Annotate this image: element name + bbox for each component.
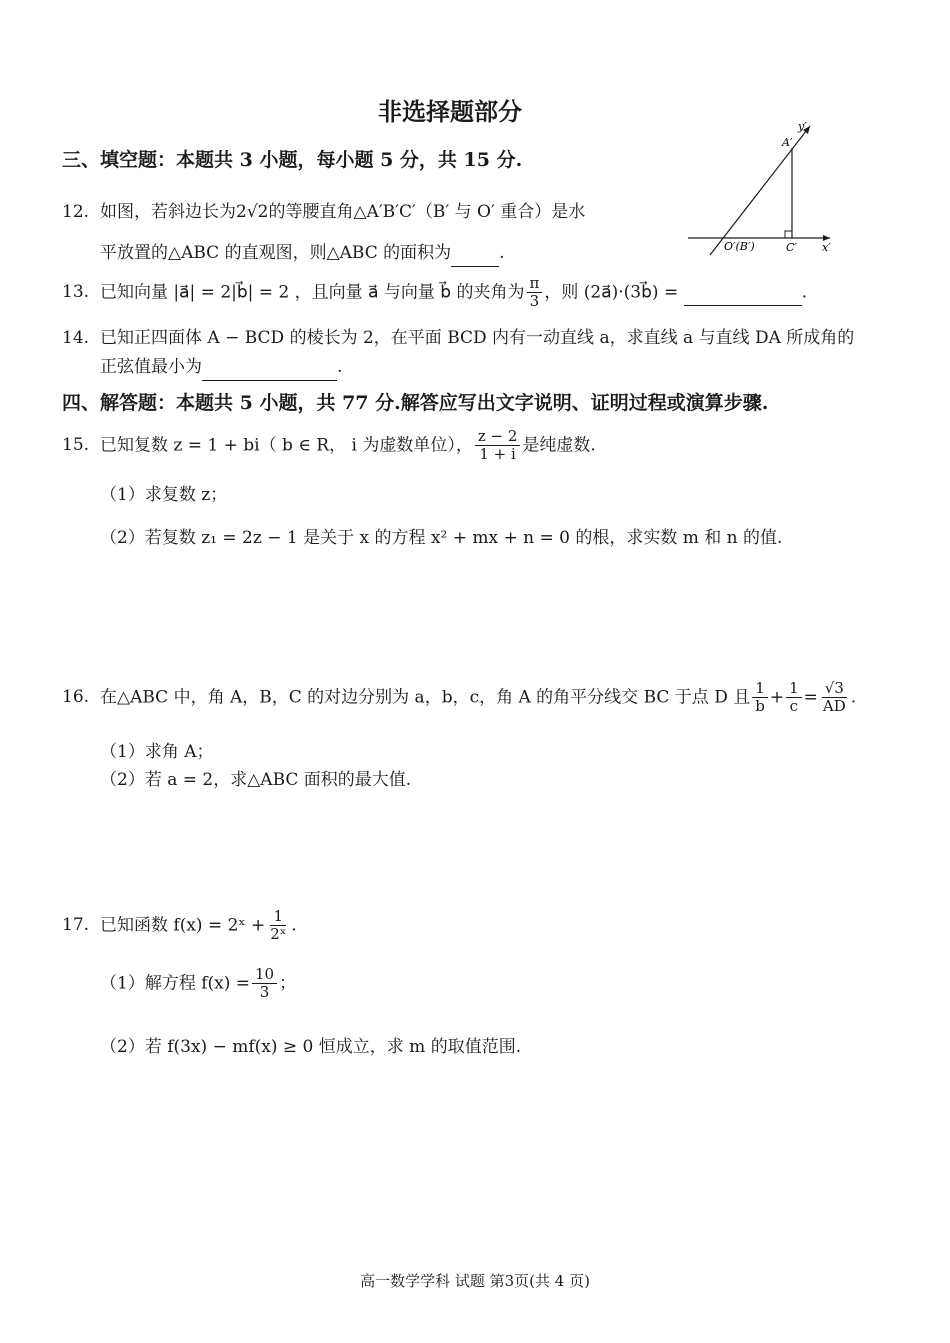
fraction: $\frac{1}{c}$ (786, 680, 802, 716)
label-O: O′(B′) (724, 240, 755, 253)
label-C: C′ (786, 241, 797, 254)
label-x: x′ (822, 241, 831, 254)
label-y: y′ (798, 120, 807, 133)
section-solution: 四、解答题：本题共 5 小题，共 77 分.解答应写出文字说明、证明过程或演算步骤. (62, 392, 769, 414)
answer-blank (684, 285, 802, 306)
right-angle-mark (785, 231, 792, 238)
answer-blank (202, 360, 337, 381)
question-17: 17. 已知函数 f(x) = 2ˣ + $\frac{1}{\text{2ˣ}}$ . (62, 907, 297, 944)
fraction: $\frac{z - 2}{1 + i}$ (475, 428, 521, 464)
section-fill-in-blank: 三、填空题：本题共 3 小题，每小题 5 分，共 15 分. (62, 149, 523, 171)
question-16-part1: （1）求角 A； (100, 742, 214, 762)
page-title: 非选择题部分 (378, 97, 522, 126)
fraction: $\frac{1}{\text{2ˣ}}$ (270, 907, 287, 944)
question-13: 13. 已知向量 |a⃗| = 2|b⃗| = 2 ，且向量 a⃗ 与向量 b⃗ 的夹角为 $\frac{\pi}{3}$ ，则 (2a⃗)·(3b⃗) = . (62, 274, 807, 311)
page-footer: 高一数学学科 试题 第3页(共 4 页) (360, 1272, 590, 1290)
question-17-part1: （1）解方程 f(x) = $\frac{10}{3}$ ； (100, 965, 297, 1002)
question-number: 16. (62, 687, 90, 708)
question-number: 14. (62, 328, 90, 348)
question-12-line2: 平放置的△ABC 的直观图，则△ABC 的面积为 . (100, 238, 505, 267)
question-17-part2: （2）若 f(3x) − mf(x) ≥ 0 恒成立，求 m 的取值范围. (100, 1037, 522, 1057)
answer-blank (451, 246, 499, 267)
question-16-part2: （2）若 a = 2，求△ABC 面积的最大值. (100, 770, 412, 790)
question-number: 15. (62, 435, 90, 456)
fraction: $\frac{1}{b}$ (752, 680, 768, 716)
question-number: 12. (62, 202, 90, 222)
question-16: 16. 在△ABC 中，角 A，B，C 的对边分别为 a，b，c，角 A 的角平分线交 BC 于点 D 且 $\frac{1}{b}$ + $\frac{1}{c}$ = $\frac{√3}{AD}$ . (62, 679, 857, 716)
question-14-line2: 正弦值最小为 . (100, 352, 342, 381)
question-number: 13. (62, 282, 90, 303)
y-axis (710, 126, 810, 255)
question-15-part2: （2）若复数 z₁ = 2z − 1 是关于 x 的方程 x² + mx + n = 0 的根，求实数 m 和 n 的值. (100, 528, 783, 548)
question-14-line1: 14. 已知正四面体 A − BCD 的棱长为 2，在平面 BCD 内有一动直线 a，求直线 a 与直线 DA 所成角的 (62, 328, 855, 348)
question-15: 15. 已知复数 z = 1 + bi（ b ∈ R， i 为虚数单位）， $\frac{z - 2}{1 + i}$ 是纯虚数. (62, 427, 596, 464)
label-A: A′ (782, 136, 793, 149)
question-12-line1: 12. 如图，若斜边长为2√2的等腰直角△A′B′C′（B′ 与 O′ 重合）是水 (62, 202, 586, 222)
fraction: $\frac{10}{3}$ (252, 966, 277, 1002)
fraction: $\frac{\pi}{3}$ (527, 275, 543, 311)
question-number: 17. (62, 915, 90, 936)
oblique-view-diagram (680, 118, 840, 258)
question-15-part1: （1）求复数 z； (100, 485, 228, 505)
fraction: $\frac{√3}{AD}$ (822, 679, 846, 716)
